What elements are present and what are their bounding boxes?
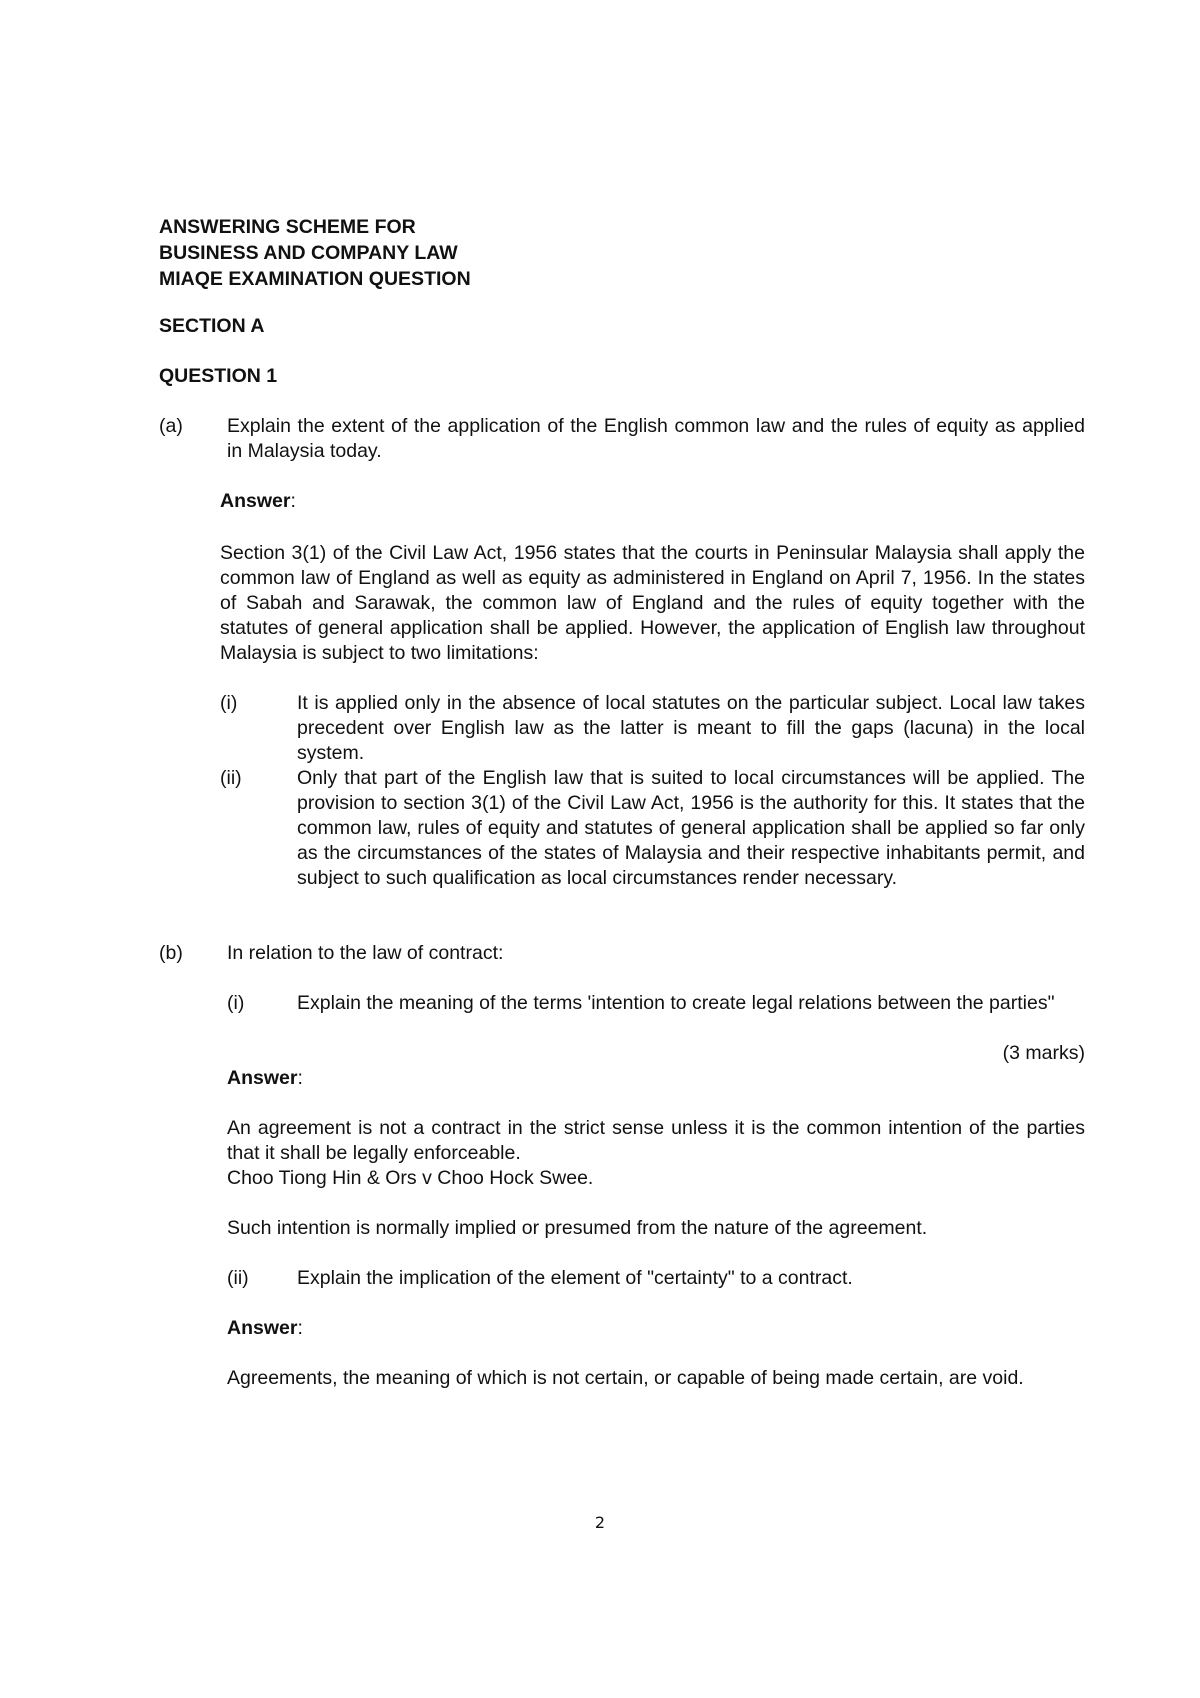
part-b-intro: In relation to the law of contract: bbox=[227, 942, 504, 964]
sub-i-label: (i) bbox=[227, 992, 245, 1014]
sub-ii-answer-text: Agreements, the meaning of which is not certain, or capable of being made certain, are void. bbox=[227, 1367, 1024, 1389]
document-header bbox=[159, 214, 471, 292]
sub-ii-label: (ii) bbox=[227, 1267, 249, 1289]
sub-i-marks: (3 marks) bbox=[1002, 1042, 1085, 1064]
part-a-answer-text: Section 3(1) of the Civil Law Act, 1956 states that the courts in Peninsular Malaysia shall apply the common law of England as well as equity as administered in England on April 7, 1956. In the states of Sabah and Sarawak, the common law of England and the rules of equity together with the statutes of general application shall be applied. However, the application of English law throughout Malaysia is subject to two limitations: bbox=[220, 542, 1085, 664]
limitation-i-text: It is applied only in the absence of local statutes on the particular subject. Local law takes precedent over English law as the latter is meant to fill the gaps (lacuna) in the local system. bbox=[297, 692, 1085, 764]
answer-colon: : bbox=[290, 490, 296, 512]
question-heading: QUESTION 1 bbox=[159, 365, 278, 387]
header-line-2: BUSINESS AND COMPANY LAW bbox=[159, 242, 458, 264]
part-b-label: (b) bbox=[159, 942, 183, 964]
part-a-label: (a) bbox=[159, 415, 183, 437]
limitation-i-label: (i) bbox=[220, 692, 238, 714]
sub-i-answer-heading bbox=[227, 1066, 303, 1091]
answer-colon: : bbox=[297, 1067, 303, 1089]
sub-i-answer-text-2: Such intention is normally implied or presumed from the nature of the agreement. bbox=[227, 1217, 928, 1239]
page-number: 2 bbox=[594, 1513, 606, 1532]
answer-label: Answer bbox=[227, 1317, 298, 1339]
sub-i-case: Choo Tiong Hin & Ors v Choo Hock Swee. bbox=[227, 1167, 594, 1189]
limitation-ii-text: Only that part of the English law that is suited to local circumstances will be applied. The provision to section 3(1) of the Civil Law Act, 1956 is the authority for this. It states that the common law, rules of equity and statutes of general application shall be applied so far only as the circumstances of the states of Malaysia and their respective inhabitants permit, and subject to such qualification as local circumstances render necessary. bbox=[297, 767, 1085, 889]
sub-i-answer-text: An agreement is not a contract in the strict sense unless it is the common intention of the parties that it shall be legally enforceable. bbox=[227, 1117, 1085, 1164]
section-heading: SECTION A bbox=[159, 315, 265, 337]
header-line-1: ANSWERING SCHEME FOR bbox=[159, 216, 416, 238]
part-a-answer-heading bbox=[220, 489, 296, 514]
sub-i-question: Explain the meaning of the terms 'intention to create legal relations between the parties" bbox=[297, 992, 1055, 1014]
sub-ii-answer-heading bbox=[227, 1316, 303, 1341]
answer-label: Answer bbox=[220, 490, 291, 512]
answer-colon: : bbox=[297, 1317, 303, 1339]
limitation-ii-label: (ii) bbox=[220, 767, 242, 789]
sub-ii-question: Explain the implication of the element of "certainty" to a contract. bbox=[297, 1267, 853, 1289]
header-line-3: MIAQE EXAMINATION QUESTION bbox=[159, 268, 471, 290]
answer-label: Answer bbox=[227, 1067, 298, 1089]
part-a-question: Explain the extent of the application of the English common law and the rules of equity as applied in Malaysia today. bbox=[227, 415, 1085, 462]
